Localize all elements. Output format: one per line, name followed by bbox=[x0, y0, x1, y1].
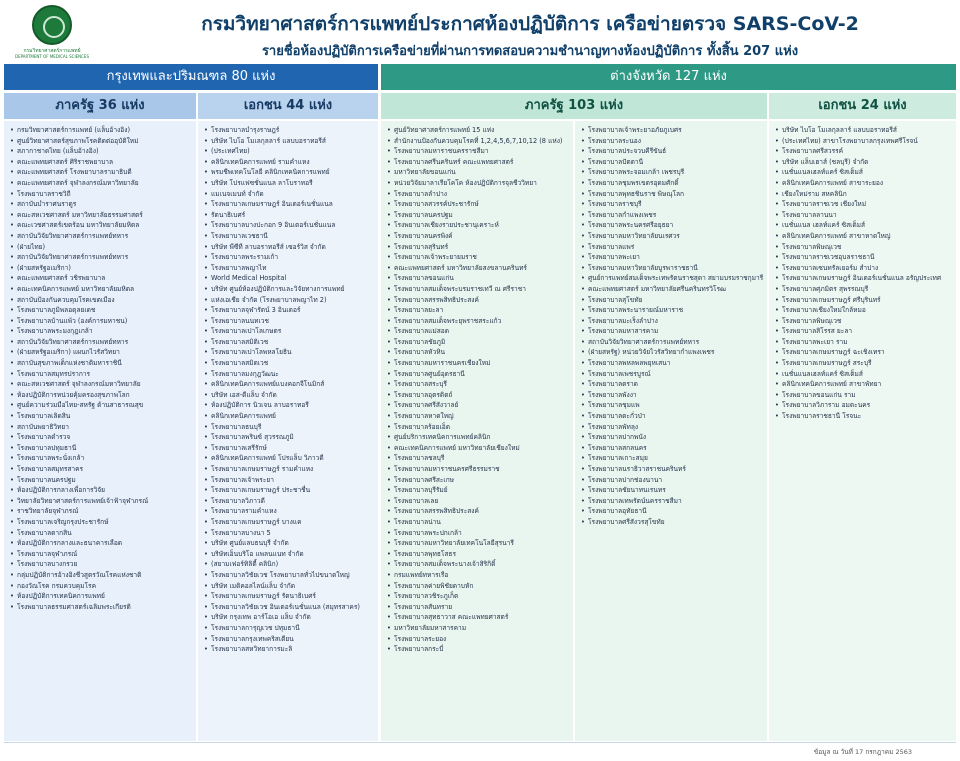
lab-list-item: • โรงพยาบาลพิษณุเวช bbox=[775, 242, 952, 253]
lab-list-item: • ห้องปฏิบัติการหน่วยคุ้มครองสุขภาพโลก bbox=[10, 390, 192, 401]
lab-list-item: • บริษัท โปรแฟซชั่นแนล ลาโบราทอรี bbox=[204, 178, 374, 189]
lab-list-item: • (ประเทศไทย) สาขาโรงพยาบาลกรุงเทพศรีโรจน์ bbox=[775, 136, 952, 147]
lab-list-item: • โรงพยาบาลมะเร็งลำปาง bbox=[581, 316, 763, 327]
lab-list-item: • โรงพยาบาลบางปะกอก 9 อินเตอร์เนชั่นแนล bbox=[204, 220, 374, 231]
lab-list-item: • คณะแพทยศาสตร์ จุฬาลงกรณ์มหาวิทยาลัย bbox=[10, 178, 192, 189]
lab-list-item: • โรงพยาบาลวิภาวดี bbox=[204, 496, 374, 507]
provinces-government-list-panel-left bbox=[381, 121, 573, 741]
lab-list-item: • คณะแพทยศาสตร์ มหาวิทยาลัยสงขลานครินทร์ bbox=[387, 263, 569, 274]
lab-list-item: • โรงพยาบาลเกษมราษฎร์ บางแค bbox=[204, 517, 374, 528]
lab-list-item: • โรงพยาบาลภูมิพลอดุลยเดช bbox=[10, 305, 192, 316]
lab-list-item: • คณะสหเวชศาสตร์ จุฬาลงกรณ์มหาวิทยาลัย bbox=[10, 379, 192, 390]
lab-list-item: • บริษัท เอส-ดีแล็บ จำกัด bbox=[204, 390, 374, 401]
lab-list-item: • วิทยาลัยวิทยาศาสตร์การแพทย์เจ้าฟ้าจุฬาภรณ์ bbox=[10, 496, 192, 507]
provinces-government-header: ภาครัฐ 103 แห่ง bbox=[381, 93, 767, 119]
lab-list-item: • โรงพยาบาลเจ้าพระยา bbox=[204, 475, 374, 486]
lab-list-item: • (ฝ่ายสหรัฐอเมริกา) bbox=[10, 263, 192, 274]
lab-list-item: • สถาบันวิจัยวิทยาศาสตร์การแพทย์ทหาร bbox=[10, 231, 192, 242]
provinces-private-header: เอกชน 24 แห่ง bbox=[769, 93, 956, 119]
lab-list-item: • (ประเทศไทย) bbox=[204, 146, 374, 157]
lab-list bbox=[10, 125, 192, 612]
lab-list-item: • สถาบันป้องกันควบคุมโรคเขตเมือง bbox=[10, 295, 192, 306]
lab-list-item: • โรงพยาบาลเกษมราษฎร์ รามคำแหง bbox=[204, 464, 374, 475]
lab-list-item: • คลินิกเทคนิคการแพทย์ สาขาระยอง bbox=[775, 178, 952, 189]
lab-list-item: • ศูนย์วิทยาศาสตร์สุขภาพโรคติดต่ออุบัติใหม่ bbox=[10, 136, 192, 147]
lab-list-item: • โรงพยาบาลระยอง bbox=[387, 634, 569, 645]
lab-list-item: • โรงพยาบาลเกาะสมุย bbox=[581, 453, 763, 464]
lab-list-item: • โรงพยาบาลบางกรวย bbox=[10, 559, 192, 570]
lab-list-item: • คณะสหเวชศาสตร์ มหาวิทยาลัยธรรมศาสตร์ bbox=[10, 210, 192, 221]
dms-logo bbox=[12, 5, 92, 61]
lab-list-item: • โรงพยาบาลเจริญกรุงประชารักษ์ bbox=[10, 517, 192, 528]
lab-list-item: • โรงพยาบาลเกษมราษฎร์ สระบุรี bbox=[775, 358, 952, 369]
lab-list-item: • โรงพยาบาลสกลนคร bbox=[581, 443, 763, 454]
lab-list-item: • โรงพยาบาลเพชรบูรณ์ bbox=[581, 369, 763, 380]
lab-list-item: • โรงพยาบาลเลิดสิน bbox=[10, 411, 192, 422]
lab-list-item: • โรงพยาบาลเจ้าพระยายมราช bbox=[387, 252, 569, 263]
lab-list-item: • ห้องปฏิบัติการกลางและธนาคารเลือด bbox=[10, 538, 192, 549]
lab-list-item: • โรงพยาบาลสรรพสิทธิประสงค์ bbox=[387, 295, 569, 306]
lab-list-item: • โรงพยาบาลอุตรดิตถ์ bbox=[387, 390, 569, 401]
lab-list-item: • โรงพยาบาลพุทธชินราช พิษณุโลก bbox=[581, 189, 763, 200]
lab-list-item: • โรงพยาบาลสหวิทยาการมะลิ bbox=[204, 644, 374, 655]
lab-list-item: • โรงพยาบาลสมุทรปราการ bbox=[10, 369, 192, 380]
lab-list-item: • โรงพยาบาลศรีสะเกษ bbox=[387, 475, 569, 486]
lab-list-item: • โรงพยาบาลพระนารายณ์มหาราช bbox=[581, 305, 763, 316]
bkk-government-list-panel bbox=[4, 121, 196, 741]
lab-list-item: • โรงพยาบาลพะเยา bbox=[581, 252, 763, 263]
lab-list-item: • โรงพยาบาลมหาราชนครราชสีมา bbox=[387, 146, 569, 157]
lab-list-item: • โรงพยาบาลสวรรค์ประชารักษ์ bbox=[387, 199, 569, 210]
lab-list-item: • โรงพยาบาลประจวบคีรีขันธ์ bbox=[581, 146, 763, 157]
lab-list-item: • โรงพยาบาลสระบุรี bbox=[387, 379, 569, 390]
lab-list-item: • โรงพยาบาลสรรพสิทธิประสงค์ bbox=[387, 506, 569, 517]
page-title: กรมวิทยาศาสตร์การแพทย์ประกาศห้องปฏิบัติการ เครือข่ายตรวจ SARS-CoV-2 bbox=[201, 13, 859, 35]
bkk-private-header: เอกชน 44 แห่ง bbox=[198, 93, 378, 119]
region-bangkok-header: กรุงเทพและปริมณฑล 80 แห่ง bbox=[4, 64, 378, 90]
lab-list-item: • โรงพยาบาลร้อยเอ็ด bbox=[387, 422, 569, 433]
lab-list-item: • โรงพยาบาลบุรีรัมย์ bbox=[387, 485, 569, 496]
lab-list-item: • พรมชีพเทคโนโลยี คลินิกเทคนิคการแพทย์ bbox=[204, 167, 374, 178]
lab-list-item: • สถาบันวิจัยวิทยาศาสตร์การแพทย์ทหาร bbox=[10, 252, 192, 263]
lab-list-item: • โรงพยาบาลเกษมราษฎร์ อินเตอร์เนชั่นแนล bbox=[204, 199, 374, 210]
lab-list-item: • ศูนย์ความร่วมมือไทย-สหรัฐ ด้านสาธารณสุข bbox=[10, 400, 192, 411]
lab-list-item: • สถาบันบำราศนราดูร bbox=[10, 199, 192, 210]
lab-list-item: • ห้องปฏิบัติการกลางเพื่อการวิจัย bbox=[10, 485, 192, 496]
lab-list-item: • โรงพยาบาลสุทธาวาส คณะแพทยศาสตร์ bbox=[387, 612, 569, 623]
lab-list-item: • โรงพยาบาลรามคำแหง bbox=[204, 506, 374, 517]
lab-list-item: • โรงพยาบาลยะลา bbox=[387, 305, 569, 316]
lab-list-item: • โรงพยาบาลศรีสวรรค์ bbox=[775, 146, 952, 157]
lab-list-item: • โรงพยาบาลมหาวิทยาลัยเทคโนโลยีสุรนารี bbox=[387, 538, 569, 549]
lab-list-item: • โรงพยาบาลระนอง bbox=[581, 136, 763, 147]
lab-list-item: • โรงพยาบาลราชเวชอุบลราชธานี bbox=[775, 252, 952, 263]
lab-list-item: • โรงพยาบาลตากสิน bbox=[10, 528, 192, 539]
lab-list-item: • โรงพยาบาลราชวิถี bbox=[10, 189, 192, 200]
bkk-private-list-panel bbox=[198, 121, 378, 741]
lab-list-item: • โรงพยาบาลเจ้าพระยาอภัยภูเบศร bbox=[581, 125, 763, 136]
lab-list-item: • โรงพยาบาลอุทัยธานี bbox=[581, 506, 763, 517]
lab-list-item: • โรงพยาบาลเชียงใหม่ใกล้หมอ bbox=[775, 305, 952, 316]
lab-list-item: • คลินิกเทคนิคการแพทย์ สาขาหาดใหญ่ bbox=[775, 231, 952, 242]
lab-list-item: • เนชั่นแนล เฮลท์แคร์ ซิสเต็มส์ bbox=[775, 220, 952, 231]
lab-list-item: • โรงพยาบาลวิชัยเวช โรงพยาบาลทั่วไปขนาดใหญ่ bbox=[204, 570, 374, 581]
lab-list-item: • โรงพยาบาลสมเด็จพระยุพราชสระแก้ว bbox=[387, 316, 569, 327]
lab-list-item: • ราชวิทยาลัยจุฬาภรณ์ bbox=[10, 506, 192, 517]
lab-list-item: • โรงพยาบาลกรุงเทพคริสเตียน bbox=[204, 634, 374, 645]
lab-list-item: • โรงพยาบาลเลย bbox=[387, 496, 569, 507]
lab-list-item: • บริษัท กรุงเทพ อาร์โอเอ แล็บ จำกัด bbox=[204, 612, 374, 623]
lab-list-item: • โรงพยาบาลสมิตเวช bbox=[204, 358, 374, 369]
lab-list-item: • โรงพยาบาลตำรวจ bbox=[10, 432, 192, 443]
lab-list-item: • โรงพยาบาลน่าน bbox=[387, 517, 569, 528]
lab-list-item: • โรงพยาบาลนครปฐม bbox=[387, 210, 569, 221]
provinces-private-list-panel bbox=[769, 121, 956, 741]
lab-list-item: • โรงพยาบาลเกษมราษฎร์ ฉะเชิงเทรา bbox=[775, 347, 952, 358]
lab-list-item: • โรงพยาบาลชัยภูมิ bbox=[387, 337, 569, 348]
lab-list-item: • (สยามเฟอร์ทิลิตี้ คลินิก) bbox=[204, 559, 374, 570]
lab-list-item: • กรมแพทย์ทหารเรือ bbox=[387, 570, 569, 581]
lab-list bbox=[775, 125, 952, 422]
lab-list-item: • โรงพยาบาลบางนา 5 bbox=[204, 528, 374, 539]
lab-list-item: • โรงพยาบาลจุฬาภรณ์ bbox=[10, 549, 192, 560]
lab-list-item: • โรงพยาบาลการุญเวช ปทุมธานี bbox=[204, 623, 374, 634]
lab-list bbox=[581, 125, 763, 528]
lab-list-item: • โรงพยาบาลหาดใหญ่ bbox=[387, 411, 569, 422]
lab-list-item: • คณะแพทยศาสตร์ ศิริราชพยาบาล bbox=[10, 157, 192, 168]
lab-list-item: • โรงพยาบาลนราธิวาสราชนครินทร์ bbox=[581, 464, 763, 475]
lab-list-item: • โรงพยาบาลสุรินทร์ bbox=[387, 242, 569, 253]
logo-text-th: กรมวิทยาศาสตร์การแพทย์ bbox=[23, 48, 81, 54]
lab-list-item: • กองวัณโรค กรมควบคุมโรค bbox=[10, 581, 192, 592]
lab-list-item: • โรงพยาบาลขอนแก่น ราม bbox=[775, 390, 952, 401]
lab-list-item: • โรงพยาบาลชัยนาทนเรนทร bbox=[581, 485, 763, 496]
lab-list-item: • ศูนย์บริการเทคนิคการแพทย์คลินิก bbox=[387, 432, 569, 443]
lab-list-item: • โรงพยาบาลสมเด็จพระนางเจ้าสิริกิติ์ bbox=[387, 559, 569, 570]
lab-list-item: • โรงพยาบาลเชียงรายประชานุเคราะห์ bbox=[387, 220, 569, 231]
footer-divider bbox=[4, 742, 956, 743]
lab-list-item: • โรงพยาบาลตราด bbox=[581, 379, 763, 390]
lab-list-item: • บริษัท ไบโอ โมเลกุลลาร์ แลบบอราทอรีส์ bbox=[775, 125, 952, 136]
lab-list-item: • สถาบันวิจัยวิทยาศาสตร์การแพทย์ทหาร bbox=[581, 337, 763, 348]
lab-list-item: • คลินิกเทคนิคการแพทย์ bbox=[204, 411, 374, 422]
lab-list-item: • เนชั่นแนลเฮลท์แคร์ ซิสเต็มส์ bbox=[775, 369, 952, 380]
lab-list-item: • โรงพยาบาลพรินซ์ สุวรรณภูมิ bbox=[204, 432, 374, 443]
lab-list-item: • โรงพยาบาลเกษมราษฎร์ อินเตอร์เนชั่นแนล อรัญประเทศ bbox=[775, 273, 952, 284]
lab-list-item: • โรงพยาบาลเวชธานี bbox=[204, 231, 374, 242]
page-header bbox=[0, 0, 960, 63]
lab-list-item: • โรงพยาบาลมงกุฎวัฒนะ bbox=[204, 369, 374, 380]
lab-list-item: • โรงพยาบาลสมเด็จพระบรมราชเทวี ณ ศรีราชา bbox=[387, 284, 569, 295]
lab-list-item: • โรงพยาบาลพหลพลพยุหเสนา bbox=[581, 358, 763, 369]
lab-list-item: • โรงพยาบาลพระมงกุฎเกล้า bbox=[10, 326, 192, 337]
lab-list-item: • โรงพยาบาลนครปฐม bbox=[10, 475, 192, 486]
lab-list-item: • โรงพยาบาลปากพนัง bbox=[581, 432, 763, 443]
lab-list-item: • โรงพยาบาลพิษณุเวช bbox=[775, 316, 952, 327]
lab-list-item: • โรงพยาบาลเปาโลพหลโยธิน bbox=[204, 347, 374, 358]
lab-list-item: • โรงพยาบาลนนทเวช bbox=[204, 316, 374, 327]
lab-list-item: • รัตนาธิเบศร์ bbox=[204, 210, 374, 221]
lab-list-item: • คณะแพทยศาสตร์ วชิรพยาบาล bbox=[10, 273, 192, 284]
lab-list-item: • บริษัท ศูนย์แลบธนบุรี จำกัด bbox=[204, 538, 374, 549]
lab-list-item: • โรงพยาบาลหัวหิน bbox=[387, 347, 569, 358]
lab-list-item: • สำนักงานป้องกันควบคุมโรคที่ 1,2,4,5,6,7,10,12 (8 แห่ง) bbox=[387, 136, 569, 147]
lab-list-item: • โรงพยาบาลนครพิงค์ bbox=[387, 231, 569, 242]
lab-list-item: • โรงพยาบาลเกษมราษฎร์ ศรีบุรินทร์ bbox=[775, 295, 952, 306]
lab-list-item: • โรงพยาบาลพัทลุง bbox=[581, 422, 763, 433]
lab-list-item: • มหาวิทยาลัยขอนแก่น bbox=[387, 167, 569, 178]
lab-list-item: • (ฝ่ายสหรัฐ) หน่วยวิจัยไวรัสวิทยากำแพงเพชร bbox=[581, 347, 763, 358]
lab-list-item: • โรงพยาบาลเสรีรักษ์ bbox=[204, 443, 374, 454]
lab-list-item: • เนชั่นแนลเฮลท์แคร์ ซิสเต็มส์ bbox=[775, 167, 952, 178]
lab-list-item: • โรงพยาบาลมหาสารคาม bbox=[581, 326, 763, 337]
region-provinces-header: ต่างจังหวัด 127 แห่ง bbox=[381, 64, 956, 90]
lab-list-item: • โรงพยาบาลวิชัยเวช อินเตอร์เนชั่นแนล (สมุทรสาคร) bbox=[204, 602, 374, 613]
lab-list-item: • โรงพยาบาลศรีสังวรสุโขทัย bbox=[581, 517, 763, 528]
lab-list bbox=[387, 125, 569, 655]
lab-list-item: • โรงพยาบาลเทพรัตน์นครราชสีมา bbox=[581, 496, 763, 507]
lab-list-item: • โรงพยาบาลสมิติเวช bbox=[204, 337, 374, 348]
lab-list-item: • (ฝ่ายสหรัฐอเมริกา) แผนกไวรัสวิทยา bbox=[10, 347, 192, 358]
lab-list-item: • โรงพยาบาลลานนา bbox=[775, 210, 952, 221]
lab-list-item: • โรงพยาบาลบำรุงราษฎร์ bbox=[204, 125, 374, 136]
lab-list-item: • โรงพยาบาลวชิระภูเก็ต bbox=[387, 591, 569, 602]
lab-list-item: • โรงพยาบาลเปาโลเกษตร bbox=[204, 326, 374, 337]
lab-list-item: • บริษัทเอ็นบริโอ แพลนแนท จำกัด bbox=[204, 549, 374, 560]
lab-list-item: • โรงพยาบาลมหาราชนครเชียงใหม่ bbox=[387, 358, 569, 369]
lab-list-item: • โรงพยาบาลมหาราชนครศรีธรรมราช bbox=[387, 464, 569, 475]
lab-list-item: • บริษัท ไบโอ โมเลกุลลาร์ แลบบอราทอรีส์ bbox=[204, 136, 374, 147]
lab-list-item: • โรงพยาบาลขอนแก่น bbox=[387, 273, 569, 284]
lab-list-item: • โรงพยาบาลสมุทรสาคร bbox=[10, 464, 192, 475]
lab-list-item: • บริษัท เมดิคอลไลน์แล็บ จำกัด bbox=[204, 581, 374, 592]
lab-list-item: • โรงพยาบาลตะกั่วป่า bbox=[581, 411, 763, 422]
lab-list-item: • คณะแพทยศาสตร์ โรงพยาบาลรามาธิบดี bbox=[10, 167, 192, 178]
lab-list-item: • โรงพยาบาลสันทราย bbox=[387, 602, 569, 613]
lab-list-item: • โรงพยาบาลเซนทรัลเยอร์ม สำปาง bbox=[775, 263, 952, 274]
lab-list-item: • โรงพยาบาลพังงา bbox=[581, 390, 763, 401]
lab-list-item: • โรงพยาบาลแพร่ bbox=[581, 242, 763, 253]
lab-list-item: • โรงพยาบาลเกษมราษฎร์ ประชาชื่น bbox=[204, 485, 374, 496]
lab-list-item: • โรงพยาบาลสิโรรส ยะลา bbox=[775, 326, 952, 337]
lab-list-item: • โรงพยาบาลสุโขทัย bbox=[581, 295, 763, 306]
lab-list-item: • โรงพยาบาลพะเยา ราม bbox=[775, 337, 952, 348]
lab-list-item: • โรงพยาบาลวิภาราม อมตะนคร bbox=[775, 400, 952, 411]
lab-list-item: • โรงพยาบาลลำปาง bbox=[387, 189, 569, 200]
lab-list-item: • โรงพยาบาลชุมพรเขตรอุดมศักดิ์ bbox=[581, 178, 763, 189]
lab-list-item: • โรงพยาบาลค่ายพิชัยดาบหัก bbox=[387, 581, 569, 592]
lab-list-item: • คณะแพทยศาสตร์ มหาวิทยาลัยศรีนครินทรวิโรฒ bbox=[581, 284, 763, 295]
lab-list-item: • คลินิกเทคนิคการแพทย์ โปรแล็บ วิภาวดี bbox=[204, 453, 374, 464]
lab-list bbox=[204, 125, 374, 655]
logo-text-en: DEPARTMENT OF MEDICAL SCIENCES bbox=[15, 54, 89, 59]
lab-list-item: • โรงพยาบาลราชบุรี bbox=[581, 199, 763, 210]
lab-list-item: • กรมวิทยาศาสตร์การแพทย์ (แล็บอ้างอิง) bbox=[10, 125, 192, 136]
lab-list-item: • คลินิกเทคนิคการแพทย์แบงคอกจีโนมิกส์ bbox=[204, 379, 374, 390]
lab-list-item: • มหาวิทยาลัยมหาสารคาม bbox=[387, 623, 569, 634]
provinces-government-list-panel-right bbox=[575, 121, 767, 741]
lab-list-item: • แห่งเอเชีย จำกัด (โรงพยาบาลพญาไท 2) bbox=[204, 295, 374, 306]
lab-list-item: • โรงพยาบาลศรีสังวาลย์ bbox=[387, 400, 569, 411]
lab-list-item: • โรงพยาบาลปทุมธานี bbox=[10, 443, 192, 454]
lab-list-item: • (ฝ่ายไทย) bbox=[10, 242, 192, 253]
lab-list-item: • แมเนจเมนท์ จำกัด bbox=[204, 189, 374, 200]
lab-list-item: • กลุ่มปฏิบัติการอ้างอิงชีวสูตรวัณโรคแห่งชาติ bbox=[10, 570, 192, 581]
lab-list-item: • โรงพยาบาลพญาไท bbox=[204, 263, 374, 274]
lab-list-item: • บริษัท พีซีที ลาบอราทอรีส์ เซอร์วิส จำกัด bbox=[204, 242, 374, 253]
lab-list-item: • โรงพยาบาลพระนั่งเกล้า bbox=[10, 453, 192, 464]
lab-list-item: • ศูนย์วิทยาศาสตร์การแพทย์ 15 แห่ง bbox=[387, 125, 569, 136]
lab-list-item: • โรงพยาบาลพระรามเก้า bbox=[204, 252, 374, 263]
lab-list-item: • โรงพยาบาลบ้านแพ้ว (องค์การมหาชน) bbox=[10, 316, 192, 327]
lab-list-item: • โรงพยาบาลพุทธโสธร bbox=[387, 549, 569, 560]
lab-list-item: • โรงพยาบาลพระจอมเกล้า เพชรบุรี bbox=[581, 167, 763, 178]
lab-list-item: • คณะเทคนิคการแพทย์ มหาวิทยาลัยเชียงใหม่ bbox=[387, 443, 569, 454]
lab-list-item: • World Medical Hospital bbox=[204, 273, 374, 284]
lab-list-item: • ห้องปฏิบัติการ นิวเจน ลาบอราทอรี bbox=[204, 400, 374, 411]
lab-list-item: • โรงพยาบาลชุมแพ bbox=[581, 400, 763, 411]
lab-list-item: • โรงพยาบาลกระบี่ bbox=[387, 644, 569, 655]
lab-list-item: • โรงพยาบาลศุภมิตร สุพรรณบุรี bbox=[775, 284, 952, 295]
lab-list-item: • โรงพยาบาลปากช่องนานา bbox=[581, 475, 763, 486]
lab-list-item: • บริษัท ศูนย์ห้องปฏิบัติการและวิจัยทางการแพทย์ bbox=[204, 284, 374, 295]
lab-list-item: • โรงพยาบาลพระปกเกล้า bbox=[387, 528, 569, 539]
lab-list-item: • สถาบันพยาธิวิทยา bbox=[10, 422, 192, 433]
lab-list-item: • โรงพยาบาลปัตตานี bbox=[581, 157, 763, 168]
lab-list-item: • คณะเทคนิคการแพทย์ มหาวิทยาลัยมหิดล bbox=[10, 284, 192, 295]
lab-list-item: • โรงพยาบาลศูนย์อุดรธานี bbox=[387, 369, 569, 380]
lab-list-item: • โรงพยาบาลเกษมราษฎร์ รัตนาธิเบศร์ bbox=[204, 591, 374, 602]
lab-list-item: • โรงพยาบาลมหาวิทยาลัยนเรศวร bbox=[581, 231, 763, 242]
lab-list-item: • สถาบันสุขภาพเด็กแห่งชาติมหาราชินี bbox=[10, 358, 192, 369]
lab-list-item: • สถาบันวิจัยวิทยาศาสตร์การแพทย์ทหาร bbox=[10, 337, 192, 348]
lab-list-item: • โรงพยาบาลกำแพงเพชร bbox=[581, 210, 763, 221]
lab-list-item: • คลินิกเทคนิคการแพทย์ สาขาพัทยา bbox=[775, 379, 952, 390]
lab-list-item: • โรงพยาบาลชลบุรี bbox=[387, 453, 569, 464]
dms-emblem-icon bbox=[32, 5, 72, 45]
lab-list-item: • ห้องปฏิบัติการเทคนิคการแพทย์ bbox=[10, 591, 192, 602]
lab-list-item: • โรงพยาบาลพระนครศรีอยุธยา bbox=[581, 220, 763, 231]
lab-list-item: • โรงพยาบาลมหาวิทยาลัยบูรพาราชธานี bbox=[581, 263, 763, 274]
data-date-note: ข้อมูล ณ วันที่ 17 กรกฎาคม 2563 bbox=[813, 748, 912, 756]
lab-list-item: • โรงพยาบาลแม่สอด bbox=[387, 326, 569, 337]
lab-list-item: • ศูนย์การแพทย์สมเด็จพระเทพรัตนราชสุดา สยามบรมราชกุมารี bbox=[581, 273, 763, 284]
lab-list-item: • คณะเวชศาสตร์เขตร้อน มหาวิทยาลัยมหิดล bbox=[10, 220, 192, 231]
lab-list-item: • โรงพยาบาลธนบุรี bbox=[204, 422, 374, 433]
bkk-government-header: ภาครัฐ 36 แห่ง bbox=[4, 93, 196, 119]
lab-list-item: • บริษัท แล็บเฮาส์ (ชลบุรี) จำกัด bbox=[775, 157, 952, 168]
lab-list-item: • โรงพยาบาลราชเวช เชียงใหม่ bbox=[775, 199, 952, 210]
lab-list-item: • โรงพยาบาลราชธานี โรจนะ bbox=[775, 411, 952, 422]
lab-list-item: • สภากาชาดไทย (แล็บอ้างอิง) bbox=[10, 146, 192, 157]
lab-list-item: • หน่วยวิจัยมาลาเรียโคโค ห้องปฏิบัติการจุลชีววิทยา bbox=[387, 178, 569, 189]
lab-list-item: • โรงพยาบาลจุฬารัตน์ 3 อินเตอร์ bbox=[204, 305, 374, 316]
lab-list-item: • เชียงใหม่ราม สหคลินิก bbox=[775, 189, 952, 200]
lab-list-item: • โรงพยาบาลธรรมศาสตร์เฉลิมพระเกียรติ bbox=[10, 602, 192, 613]
lab-list-item: • โรงพยาบาลศรีนครินทร์ คณะแพทยศาสตร์ bbox=[387, 157, 569, 168]
page-subtitle: รายชื่อห้องปฏิบัติการเครือข่ายที่ผ่านการทดสอบความชำนาญทางห้องปฏิบัติการ ทั้งสิ้น 207 แห่ง bbox=[261, 44, 799, 59]
lab-list-item: • คลินิกเทคนิคการแพทย์ รามคำแหง bbox=[204, 157, 374, 168]
